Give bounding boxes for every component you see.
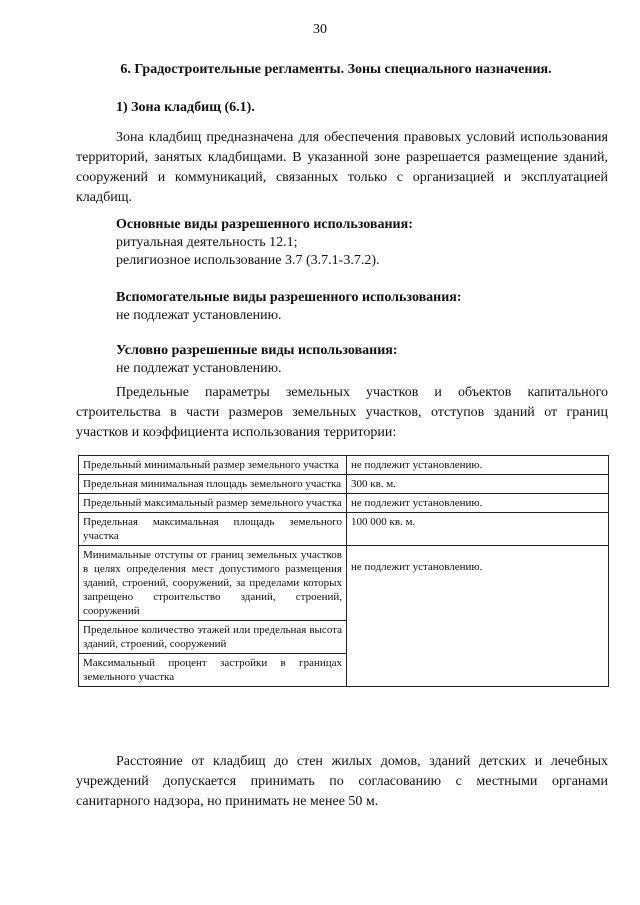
params-intro-block — [76, 383, 608, 443]
section-title: 6. Градостроительные регламенты. Зоны специального назначения. — [120, 62, 552, 77]
param-value: не подлежит установлению. — [347, 494, 609, 513]
conditional-uses-section — [116, 342, 608, 378]
auxiliary-uses-heading: Вспомогательные виды разрешенного использования: — [116, 290, 462, 305]
table-row — [79, 546, 609, 621]
main-uses-section — [116, 216, 608, 270]
table-row — [79, 475, 609, 494]
param-label: Предельный минимальный размер земельного участка — [79, 456, 347, 475]
param-value: не подлежит установлению. — [347, 456, 609, 475]
table-row — [79, 456, 609, 475]
closing-paragraph: Расстояние от кладбищ до стен жилых домов, зданий детских и лечебных учреждений допускается принимать по согласованию с местными органами санитарного надзора, но принимать не менее 50 м. — [76, 754, 608, 809]
conditional-uses-text: не подлежат установлению. — [116, 361, 282, 376]
closing-paragraph-block — [76, 752, 608, 812]
main-uses-heading: Основные виды разрешенного использования: — [116, 217, 413, 232]
param-label: Максимальный процент застройки в границах земельного участка — [79, 654, 347, 687]
param-value: не подлежит установлению. — [347, 546, 609, 687]
param-label: Предельная минимальная площадь земельного участка — [79, 475, 347, 494]
intro-paragraph: Зона кладбищ предназначена для обеспечения правовых условий использования территорий, занятых кладбищами. В указанной зоне разрешается размещение зданий, сооружений и коммуникаций, связанных только с организацией и эксплуатацией кладбищ. — [76, 130, 608, 205]
page-number: 30 — [313, 22, 327, 37]
param-value: 100 000 кв. м. — [347, 513, 609, 546]
param-value: 300 кв. м. — [347, 475, 609, 494]
auxiliary-uses-section — [116, 289, 608, 325]
params-table — [78, 455, 609, 687]
param-label: Предельная максимальная площадь земельного участка — [79, 513, 347, 546]
table-row — [79, 513, 609, 546]
param-label: Минимальные отступы от границ земельных участков в целях определения мест допустимого размещения зданий, строений, сооружений, за пределами которых запрещено строительство зданий, строений, сооружений — [79, 546, 347, 621]
main-uses-item: ритуальная деятельность 12.1; — [116, 235, 298, 250]
intro-paragraph-block — [76, 128, 608, 208]
param-label: Предельный максимальный размер земельного участка — [79, 494, 347, 513]
auxiliary-uses-text: не подлежат установлению. — [116, 308, 282, 323]
table-row — [79, 494, 609, 513]
params-intro-paragraph: Предельные параметры земельных участков и объектов капитального строительства в части размеров земельных участков, отступов зданий от границ участков и коэффициента использования территории: — [76, 385, 608, 440]
main-uses-item: религиозное использование 3.7 (3.7.1-3.7.2). — [116, 253, 380, 268]
subsection-title: 1) Зона кладбищ (6.1). — [116, 100, 255, 115]
param-label: Предельное количество этажей или предельная высота зданий, строений, сооружений — [79, 621, 347, 654]
conditional-uses-heading: Условно разрешенные виды использования: — [116, 343, 398, 358]
